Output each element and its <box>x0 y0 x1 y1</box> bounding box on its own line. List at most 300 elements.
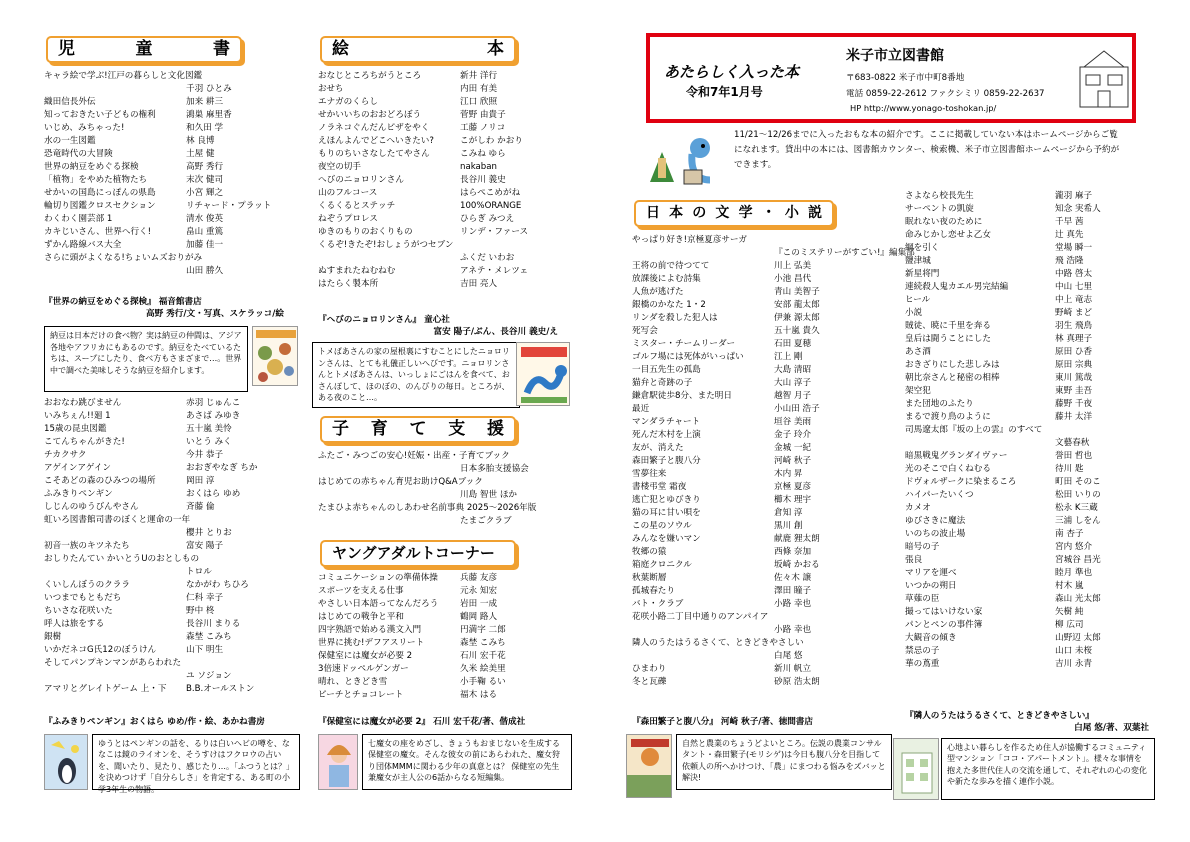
book-entry <box>632 611 894 624</box>
book-title: リンダを殺した犯人は <box>632 313 718 323</box>
book-author: 松永 K三蔵 <box>1055 503 1098 513</box>
book-title: 世界の納豆をめぐる探検 <box>44 162 139 172</box>
book-entry <box>44 148 300 161</box>
book-title: 晴れ、ときどき雪 <box>318 677 388 687</box>
book-entry <box>44 527 300 540</box>
book-entry <box>632 507 894 520</box>
book-entry <box>44 514 300 527</box>
book-author: 石田 夏穂 <box>774 339 812 349</box>
book-author: 岩田 一成 <box>460 599 498 609</box>
book-title: 死写会 <box>632 326 658 336</box>
book-title: 皇后は闘うことにした <box>905 334 991 344</box>
book-entry <box>905 450 1155 463</box>
book-entry <box>318 663 574 676</box>
book-author: 日本多胎支援協会 <box>460 464 529 474</box>
book-title: はじめての赤ちゃん育児お助けQ&Aブック <box>318 477 483 487</box>
book-entry <box>632 299 894 312</box>
book-entry <box>44 83 300 96</box>
book-author: 長谷川 まりる <box>186 619 241 629</box>
book-entry <box>318 463 574 476</box>
book-entry <box>632 338 894 351</box>
feature-penguin-text: ゆうとはペンギンの話を、るりは白いヘビの噂を、ななこは鏡のライオンを、そうすけはフクロウの占いを、聞いたり、見たり、感じたり…。「ふつうとは？」を決めつけず「自分らしさ」を肯定する、ある町の小学3年生の物語。 <box>92 734 300 790</box>
book-entry <box>44 226 300 239</box>
book-entry <box>632 260 894 273</box>
book-entry <box>905 619 1155 632</box>
book-entry <box>632 351 894 364</box>
book-entry <box>318 239 574 252</box>
book-entry <box>44 618 300 631</box>
book-title: スポーツを支える仕事 <box>318 586 404 596</box>
book-author: 睦月 準也 <box>1055 568 1093 578</box>
book-author: 久米 絵美里 <box>460 664 506 674</box>
book-author: 待川 匙 <box>1055 464 1084 474</box>
feature-rinjin-text: 心地よい暮らしを作るため住人が協働するコミュニティ型マンション「ココ・アパートメント」。様々な事情を抱えた多世代住人の交流を通して、それぞれの心の変化や新たな歩みを描く連作小説。 <box>941 738 1155 800</box>
section-header-japanese-literature: 日本の文学・小説 <box>634 200 834 227</box>
book-title: 銀橋のかなた 1・2 <box>632 300 706 310</box>
book-author: 大島 清昭 <box>774 365 812 375</box>
book-title: 大観音の傾き <box>905 633 957 643</box>
book-title: はじめての戦争と平和 <box>318 612 404 622</box>
book-entry <box>632 390 894 403</box>
book-author: 中上 竜志 <box>1055 295 1093 305</box>
book-title: ハイパーたいくつ <box>905 490 974 500</box>
book-entry <box>632 455 894 468</box>
book-title: ひまわり <box>632 664 667 674</box>
book-author: 100%ORANGE <box>460 201 522 211</box>
book-entry <box>905 203 1155 216</box>
book-entry <box>905 411 1155 424</box>
book-entry <box>44 475 300 488</box>
book-title: 夜空の切手 <box>318 162 361 172</box>
book-title: 司馬遼太郎『坂の上の雲』のすべて <box>905 425 1043 435</box>
book-author: 羽生 飛鳥 <box>1055 321 1093 331</box>
book-entry <box>318 213 574 226</box>
book-author: 堂場 瞬一 <box>1055 243 1093 253</box>
book-entry <box>318 585 574 598</box>
book-title: ドヴォルザークに染まるころ <box>905 477 1017 487</box>
book-entry <box>44 670 300 683</box>
book-title: 虹いろ図書館司書のぼくと運命の一年 <box>44 515 191 525</box>
book-author: 吉川 永青 <box>1055 659 1093 669</box>
book-entry <box>632 624 894 637</box>
book-entry <box>44 70 300 83</box>
book-author: 大山 淳子 <box>774 378 812 388</box>
book-title: 鎌倉駅徒歩8分、また明日 <box>632 391 732 401</box>
library-homepage: HP http://www.yonago-toshokan.jp/ <box>850 103 997 113</box>
book-title: ミスター・チームリーダー <box>632 339 736 349</box>
book-author: 仁科 幸子 <box>186 593 224 603</box>
book-author: 小宮 輝之 <box>186 188 224 198</box>
book-entry <box>318 476 574 489</box>
book-title: 小説 <box>905 308 923 318</box>
book-entry <box>632 247 915 260</box>
book-author: 山下 明生 <box>186 645 224 655</box>
book-title: 箱庭クロニクル <box>632 560 692 570</box>
book-title: ねぞうプロレス <box>318 214 378 224</box>
book-entry <box>44 605 300 618</box>
book-title: いつまでもともだち <box>44 593 122 603</box>
book-author: 森埜 こみち <box>186 632 232 642</box>
book-entry <box>905 645 1155 658</box>
book-entry <box>905 632 1155 645</box>
feature-title: 『保健室には魔女が必要 2』 石川 宏千花/著、偕成社 <box>318 717 526 727</box>
book-title: 華の蔦重 <box>905 659 940 669</box>
book-author: あさば みゆき <box>186 411 241 421</box>
book-entry <box>632 312 894 325</box>
book-author: 江上 剛 <box>774 352 803 362</box>
book-author: 南 杏子 <box>1055 529 1084 539</box>
book-author: 献鹿 狸太朗 <box>774 534 820 544</box>
book-title: わくわく園芸部 1 <box>44 214 113 224</box>
book-title: 雪夢往来 <box>632 469 667 479</box>
book-entry <box>318 502 574 515</box>
book-title: コミュニケーションの準備体操 <box>318 573 438 583</box>
book-entry <box>44 423 300 436</box>
book-entry <box>632 416 894 429</box>
book-entry <box>905 372 1155 385</box>
book-author: 加藤 佳一 <box>186 240 224 250</box>
book-title: キャラ絵で学ぶ!江戸の暮らしと文化図鑑 <box>44 71 203 81</box>
book-title: おせち <box>318 84 344 94</box>
book-entry <box>44 683 300 696</box>
book-entry <box>632 572 894 585</box>
book-entry <box>905 554 1155 567</box>
book-entry <box>44 462 300 475</box>
book-title: 書楼弔堂 霜夜 <box>632 482 687 492</box>
book-author: 知念 実希人 <box>1055 204 1101 214</box>
book-author: 岡田 淳 <box>186 476 215 486</box>
mascot-illustration <box>640 124 724 188</box>
book-author: いとう みく <box>186 437 232 447</box>
book-cover-rinjin <box>893 738 939 800</box>
book-entry <box>318 96 574 109</box>
book-author: おくはら ゆめ <box>186 489 241 499</box>
book-title: いみちぇん!!廻 1 <box>44 411 111 421</box>
book-author: 佐々木 譲 <box>774 573 812 583</box>
book-title: たまひよ赤ちゃんのしあわせ名前事典 2025～2026年版 <box>318 503 537 513</box>
book-author: 末次 健司 <box>186 175 224 185</box>
book-author: 西條 奈加 <box>774 547 812 557</box>
book-title: バト・クラブ <box>632 599 684 609</box>
book-title: 森田繁子と腹八分 <box>632 456 701 466</box>
book-author: 福木 はる <box>460 690 498 700</box>
book-author: 中路 啓太 <box>1055 269 1093 279</box>
book-title: 呼人は旅をする <box>44 619 105 629</box>
book-author: アネテ・メレツェ <box>460 266 529 276</box>
book-title: マンダラチャート <box>632 417 701 427</box>
book-title: あさ酒 <box>905 347 931 357</box>
book-entry <box>318 278 574 291</box>
list-young-adult <box>318 572 574 702</box>
book-author: 瀧羽 麻子 <box>1055 191 1093 201</box>
feature-author: 高野 秀行/文・写真、スケラッコ/絵 <box>145 309 284 319</box>
book-entry <box>905 398 1155 411</box>
book-entry <box>632 286 894 299</box>
feature-title: 『世界の納豆をめぐる探検』 福音館書店 <box>44 297 202 307</box>
book-entry <box>905 294 1155 307</box>
book-entry <box>318 450 574 463</box>
book-entry <box>318 572 574 585</box>
book-author: 山田 勝久 <box>186 266 224 276</box>
feature-author: 白尾 悠/著、双葉社 <box>1074 723 1149 733</box>
book-entry <box>44 566 300 579</box>
book-author: 東野 圭吾 <box>1055 386 1093 396</box>
book-author: 小路 幸也 <box>774 625 812 635</box>
book-entry <box>632 481 894 494</box>
book-author: リチャード・プラット <box>186 201 272 211</box>
book-title: ずかん路線バス大全 <box>44 240 122 250</box>
book-title: おおなわ跳びません <box>44 398 122 408</box>
book-author: 藤井 太洋 <box>1055 412 1093 422</box>
book-cover-nyororin <box>516 342 570 406</box>
book-author: 小池 昌代 <box>774 274 812 284</box>
book-title: 命みじかし恋せよ乙女 <box>905 230 991 240</box>
book-entry <box>318 650 574 663</box>
book-title: 3倍速ドッペルゲンガー <box>318 664 409 674</box>
book-title: 撮ってはいけない家 <box>905 607 983 617</box>
book-entry <box>318 161 574 174</box>
book-entry <box>44 109 300 122</box>
book-title: そしてパンプキンマンがあらわれた <box>44 658 182 668</box>
book-entry <box>905 229 1155 242</box>
book-author: 櫛木 理宇 <box>774 495 812 505</box>
book-title: くいしんぼうのクララ <box>44 580 130 590</box>
section-header-parenting: 子育て支援 <box>320 416 516 443</box>
book-entry <box>905 359 1155 372</box>
book-entry <box>318 637 574 650</box>
book-author: 内田 有美 <box>460 84 498 94</box>
book-entry <box>905 255 1155 268</box>
book-entry <box>44 449 300 462</box>
book-entry <box>318 265 574 278</box>
book-entry <box>632 429 894 442</box>
book-entry <box>44 631 300 644</box>
book-entry <box>905 476 1155 489</box>
book-entry <box>44 96 300 109</box>
book-title: へびのニョロリンさん <box>318 175 404 185</box>
book-entry <box>632 468 894 481</box>
intro-text: 11/21～12/26までに入ったおもな本の紹介です。ここに掲載していない本はホームページからご覧になれます。貸出中の本には、図書館カウンター、検索機、米子市立図書館ホームページから予約ができます。 <box>734 130 1120 170</box>
book-entry <box>44 200 300 213</box>
book-entry <box>905 190 1155 203</box>
book-author: 元永 知宏 <box>460 586 498 596</box>
feature-nyororin <box>318 314 574 338</box>
book-title: ゴルフ場には死体がいっぱい <box>632 352 744 362</box>
book-author: 藤野 千夜 <box>1055 399 1093 409</box>
book-entry <box>318 624 574 637</box>
book-title: 保健室には魔女が必要 2 <box>318 651 413 661</box>
book-author: 金城 一紀 <box>774 443 812 453</box>
book-author: 菅野 由貴子 <box>460 110 506 120</box>
book-title: 孤城春たり <box>632 586 675 596</box>
book-entry <box>632 598 894 611</box>
book-entry <box>905 346 1155 359</box>
book-author: 山口 未桜 <box>1055 646 1093 656</box>
book-title: はたらく製本所 <box>318 279 379 289</box>
book-author: 青山 美智子 <box>774 287 820 297</box>
book-title: 架空犯 <box>905 386 931 396</box>
book-title: おしりたんてい かいとうUのおとしもの <box>44 554 200 564</box>
book-entry <box>905 424 1155 437</box>
book-entry <box>318 135 574 148</box>
feature-morita-text: 自然と農業のちょうどよいところ。伝説の農業コンサルタント・森田繁子(モリシゲ)は今日も腹八分を目指して依頼人の所へかけつけ、「農」にまつわる悩みをズバッと解決! <box>676 734 892 790</box>
book-title: 秋葉断層 <box>632 573 667 583</box>
book-entry <box>632 325 894 338</box>
book-title: 眠れない夜のために <box>905 217 983 227</box>
book-entry <box>632 650 894 663</box>
book-author: 今井 恭子 <box>186 450 224 460</box>
book-title: 新星将門 <box>905 269 940 279</box>
newsletter-issue: 令和7年1月号 <box>686 85 763 99</box>
book-author: 『このミステリーがすごい!』編集部 <box>774 248 915 258</box>
book-entry <box>318 70 574 83</box>
book-title: やっぱり好き!京極夏彦サーガ <box>632 235 747 245</box>
section-header-picture-books: 絵本 <box>320 36 516 63</box>
book-title: せかいいちのおおどろぼう <box>318 110 422 120</box>
book-entry <box>318 676 574 689</box>
book-author: 千羽 ひとみ <box>186 84 232 94</box>
book-title: 死んだ木村を上演 <box>632 430 701 440</box>
book-entry <box>905 580 1155 593</box>
list-childrens-fiction <box>44 397 300 696</box>
book-title: おきざりにした悲しみは <box>905 360 1000 370</box>
book-author: 宮内 悠介 <box>1055 542 1093 552</box>
book-title: 牧郷の猿 <box>632 547 667 557</box>
book-entry <box>905 606 1155 619</box>
book-author: 小路 幸也 <box>774 599 812 609</box>
book-author: 川島 智世 ほか <box>460 490 518 500</box>
book-author: トロル <box>186 567 212 577</box>
book-author: たまごクラブ <box>460 516 512 526</box>
book-entry <box>44 397 300 410</box>
book-entry <box>905 463 1155 476</box>
book-author: 辻 真先 <box>1055 230 1084 240</box>
book-author: 櫻井 とりお <box>186 528 232 538</box>
book-entry <box>44 436 300 449</box>
book-entry <box>44 488 300 501</box>
book-title: いじめ、みちゃった! <box>44 123 125 133</box>
book-author: 五十嵐 美怜 <box>186 424 232 434</box>
book-author: 土屋 健 <box>186 149 215 159</box>
book-entry <box>318 598 574 611</box>
book-entry <box>318 689 574 702</box>
book-author: 飛 浩隆 <box>1055 256 1084 266</box>
book-title: 草薙の臣 <box>905 594 940 604</box>
book-entry <box>632 442 894 455</box>
book-author: 川上 弘美 <box>774 261 812 271</box>
book-title: カメオ <box>905 503 931 513</box>
book-entry <box>905 242 1155 255</box>
feature-nyororin-text: トメばあさんの家の屋根裏にすむことにしたニョロリンさんは、とても礼儀正しいへびです。ニョロリンさんとトメばあさんは、いっしょにごはんを食べて、おさんぽして、ほのぼの、のんびりの毎日。ところが、ある夜のこと…。 <box>312 342 520 408</box>
library-building-illustration <box>1076 47 1132 113</box>
feature-natto-text: 納豆は日本だけの食べ物？実は納豆の仲間は、アジア各地やアフリカにもあるのです。納豆をたべているたちは、スープにしたり、食べ方もさまざまで…。世界中で調べた美味しそうな納豆を紹介します。 <box>44 326 248 392</box>
book-entry <box>905 541 1155 554</box>
book-author: 高野 秀行 <box>186 162 224 172</box>
book-author: 原田 宗典 <box>1055 360 1093 370</box>
book-title: 世界に挑む!デフアスリート <box>318 638 425 648</box>
book-entry <box>632 520 894 533</box>
book-entry <box>44 501 300 514</box>
book-author: 長谷川 義史 <box>460 175 506 185</box>
book-title: 光のそこで白くねむる <box>905 464 991 474</box>
book-author: 富安 陽子 <box>186 541 224 551</box>
book-author: 兵藤 友彦 <box>460 573 498 583</box>
book-author: 斉藤 倫 <box>186 502 215 512</box>
book-author: 金子 玲介 <box>774 430 812 440</box>
book-title: ふたご・みつごの安心!妊娠・出産・子育てブック <box>318 451 510 461</box>
book-author: 町田 そのこ <box>1055 477 1101 487</box>
book-title: 一目五先生の孤島 <box>632 365 701 375</box>
book-entry <box>44 187 300 200</box>
book-entry <box>905 658 1155 671</box>
feature-title: 『へびのニョロリンさん』 童心社 <box>318 315 450 325</box>
book-title: この星のソウル <box>632 521 692 531</box>
book-title: みんなを嫌いマン <box>632 534 701 544</box>
book-author: 村木 嵐 <box>1055 581 1084 591</box>
book-author: ひらぎ みつえ <box>460 214 515 224</box>
book-entry <box>632 234 894 247</box>
book-entry <box>44 213 300 226</box>
book-entry <box>318 187 574 200</box>
book-title: 逃亡犯とゆびきり <box>632 495 701 505</box>
book-entry <box>905 502 1155 515</box>
book-entry <box>44 579 300 592</box>
book-author: 砂原 浩太朗 <box>774 677 820 687</box>
book-title: ヒール <box>905 295 931 305</box>
book-author: リンデ・ファース <box>460 227 529 237</box>
book-author: おおぎやなぎ ちか <box>186 463 258 473</box>
book-entry <box>318 174 574 187</box>
book-title: 暗号の子 <box>905 542 940 552</box>
book-author: 江口 欣照 <box>460 97 498 107</box>
book-title: カキじいさん、世界へ行く! <box>44 227 152 237</box>
book-entry <box>632 273 894 286</box>
book-entry <box>44 135 300 148</box>
book-entry <box>632 377 894 390</box>
book-title: 最近 <box>632 404 650 414</box>
book-entry <box>905 268 1155 281</box>
book-author: 野中 柊 <box>186 606 215 616</box>
book-cover-hokenshitsu <box>318 734 358 790</box>
book-title: さらに頭がよくなる!ちょいムズおりがみ <box>44 253 203 263</box>
list-parenting <box>318 450 574 528</box>
book-title: アマリとグレイトゲーム 上・下 <box>44 684 167 694</box>
book-author: 加来 耕三 <box>186 97 224 107</box>
book-author: 安部 龍太郎 <box>774 300 820 310</box>
book-entry <box>44 540 300 553</box>
library-brand-box <box>646 33 1136 123</box>
book-author: 清水 俊英 <box>186 214 224 224</box>
book-title: 放課後によむ詩集 <box>632 274 701 284</box>
book-entry <box>318 148 574 161</box>
book-cover-penguin <box>44 734 88 790</box>
book-title: また団地のふたり <box>905 399 974 409</box>
book-author: ふくだ いわお <box>460 253 515 263</box>
book-author: 澤田 瞳子 <box>774 586 812 596</box>
book-entry <box>632 676 894 689</box>
book-author: 赤羽 じゅんこ <box>186 398 241 408</box>
book-cover-natto <box>252 326 298 386</box>
book-entry <box>905 307 1155 320</box>
book-entry <box>318 611 574 624</box>
book-title: 暗黒戦鬼グランダイヴァー <box>905 451 1008 461</box>
book-title: さよなら校長先生 <box>905 191 974 201</box>
library-address: 〒683-0822 米子市中町8番地 <box>846 73 965 83</box>
book-author: 鶴岡 路人 <box>460 612 498 622</box>
book-title: 猫弁と奇跡の子 <box>632 378 693 388</box>
book-title: サーペントの凱旋 <box>905 204 974 214</box>
feature-author: 富安 陽子/ぶん、長谷川 義史/え <box>433 327 558 337</box>
